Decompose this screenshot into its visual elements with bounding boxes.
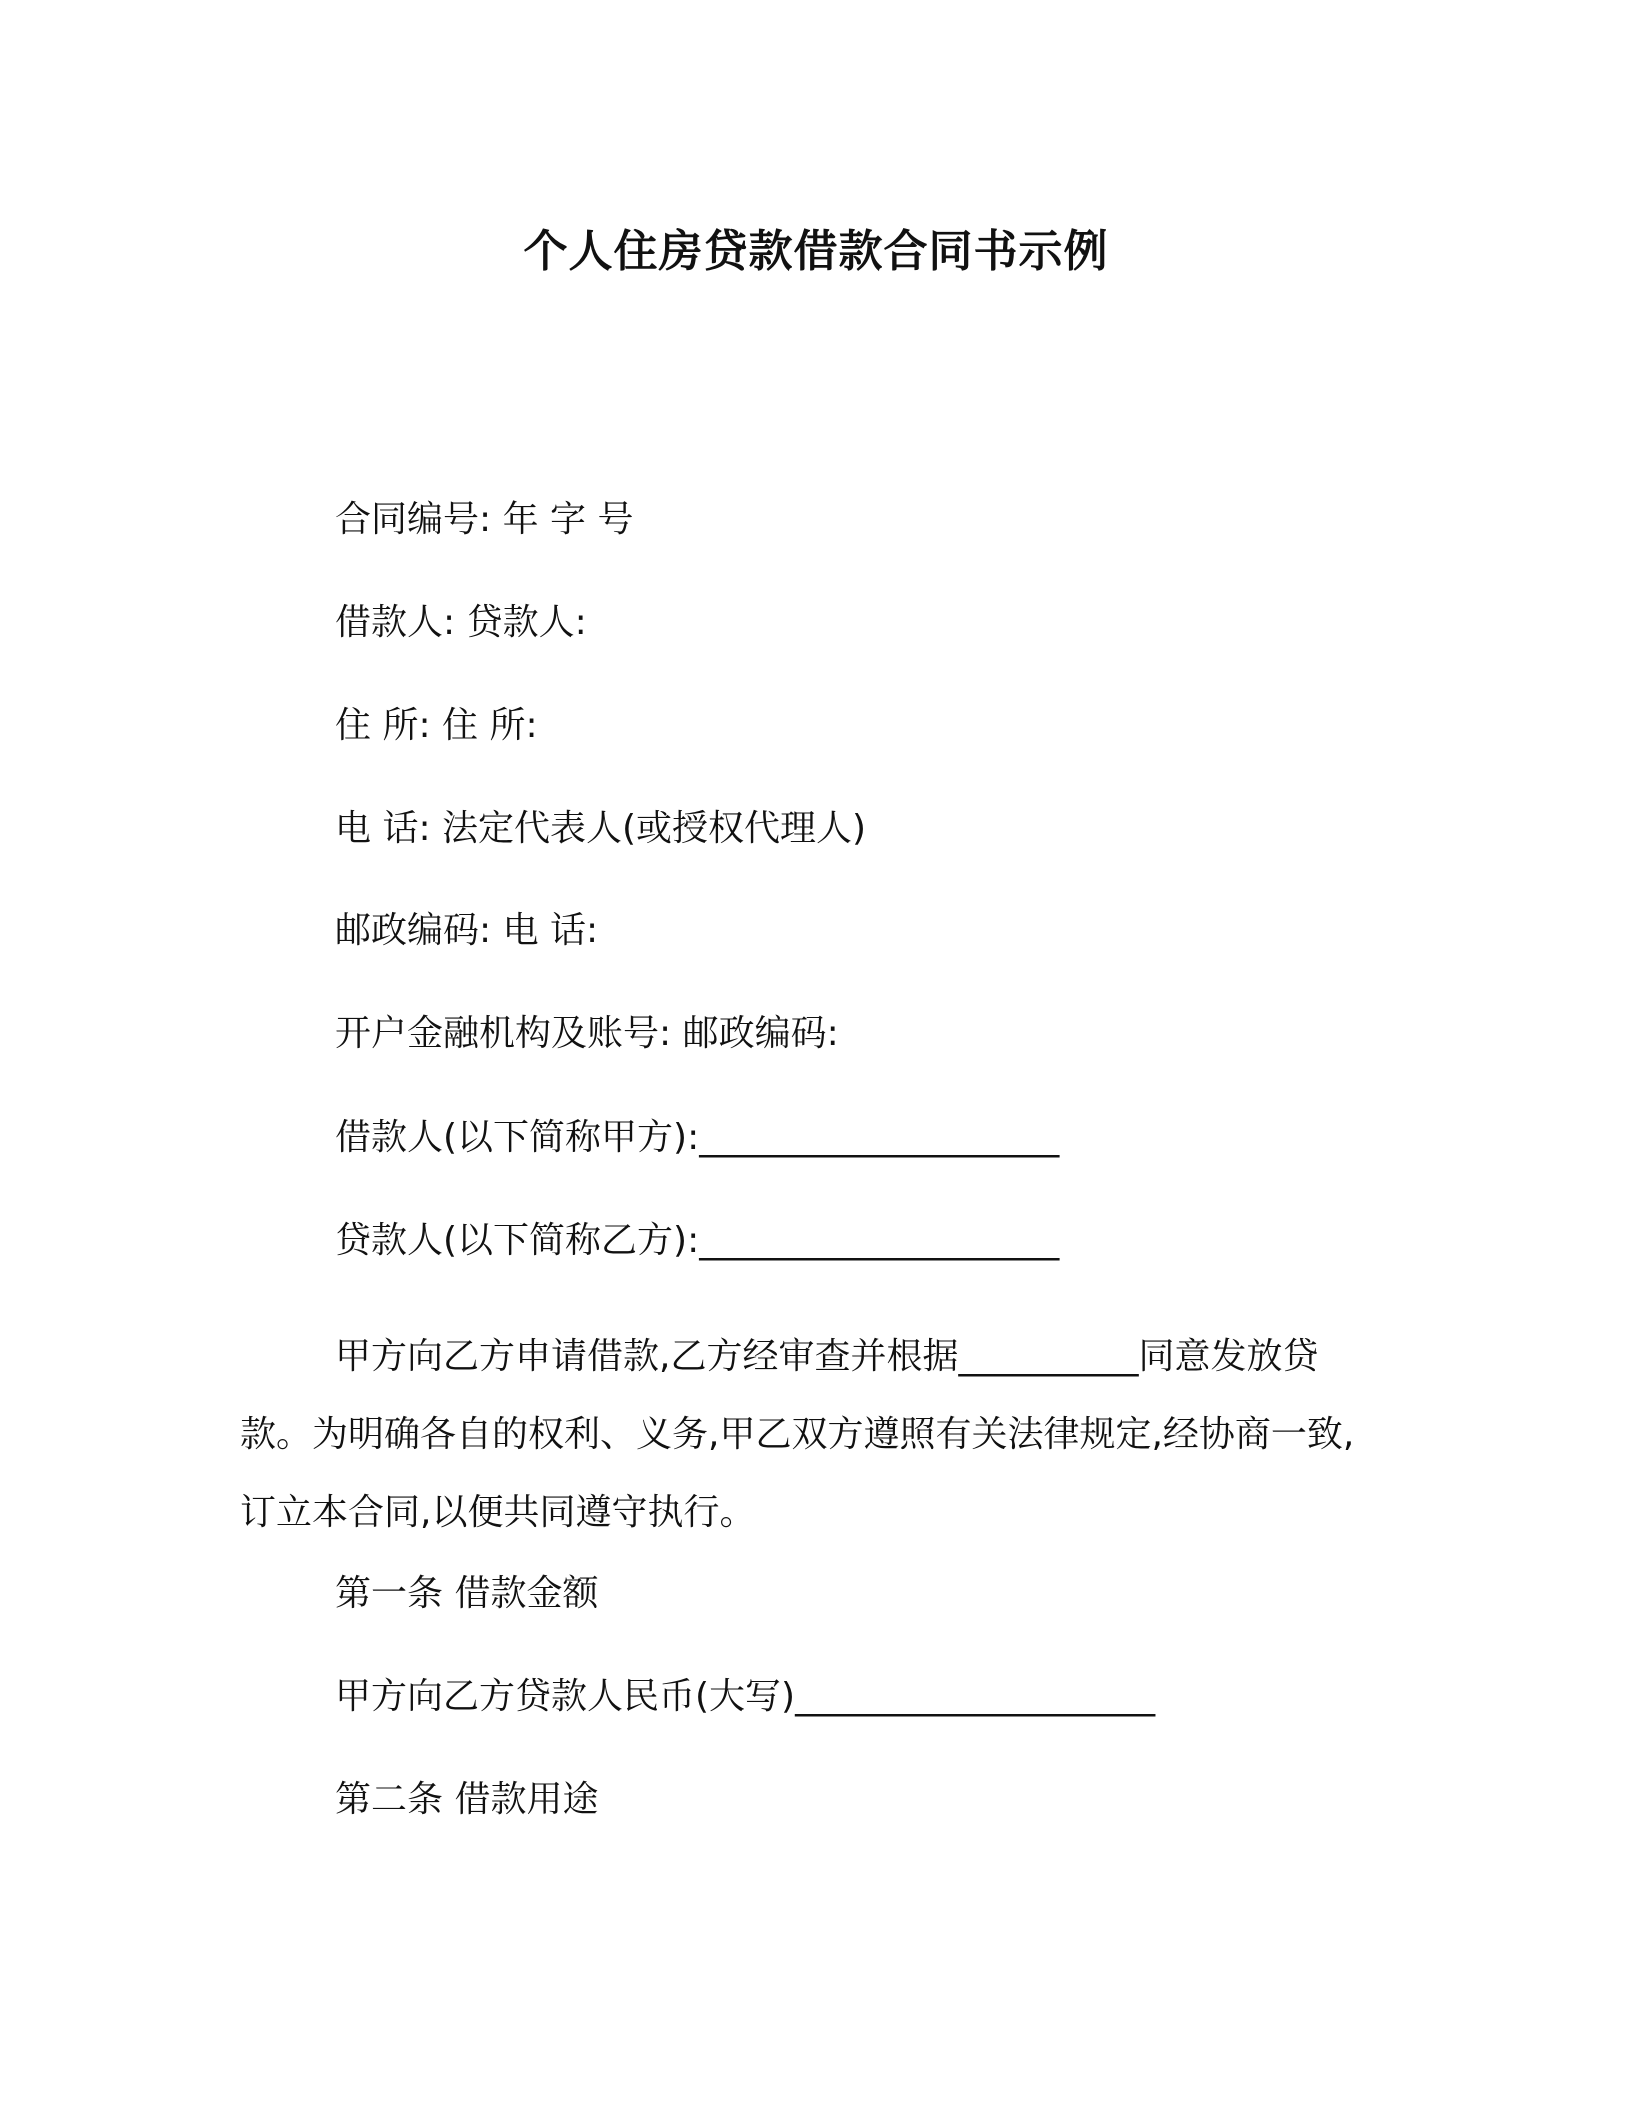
party-b-line: 贷款人(以下简称乙方):____________________: [335, 1220, 1060, 1261]
intro-paragraph: [240, 1318, 1380, 1552]
bank-account-line: 开户金融机构及账号: 邮政编码:: [335, 1013, 839, 1054]
intro-paragraph-text: 甲方向乙方申请借款,乙方经审查并根据__________同意发放贷款。为明确各自的权利、义务,甲乙双方遵照有关法律规定,经协商一致,订立本合同,以便共同遵守执行。: [240, 1336, 1355, 1533]
phone-representative-line: 电 话: 法定代表人(或授权代理人): [335, 808, 867, 849]
address-line: 住 所: 住 所:: [335, 705, 538, 746]
postal-code-phone-line: 邮政编码: 电 话:: [335, 910, 599, 951]
party-a-line: 借款人(以下简称甲方):____________________: [335, 1117, 1060, 1158]
document-title: 个人住房贷款借款合同书示例: [523, 226, 1109, 277]
article-2-heading: 第二条 借款用途: [335, 1779, 599, 1820]
borrower-lender-line: 借款人: 贷款人:: [335, 602, 587, 643]
contract-number-line: 合同编号: 年 字 号: [335, 499, 634, 540]
article-1-heading: 第一条 借款金额: [335, 1573, 599, 1614]
article-1-text: 甲方向乙方贷款人民币(大写)____________________: [335, 1676, 1156, 1717]
